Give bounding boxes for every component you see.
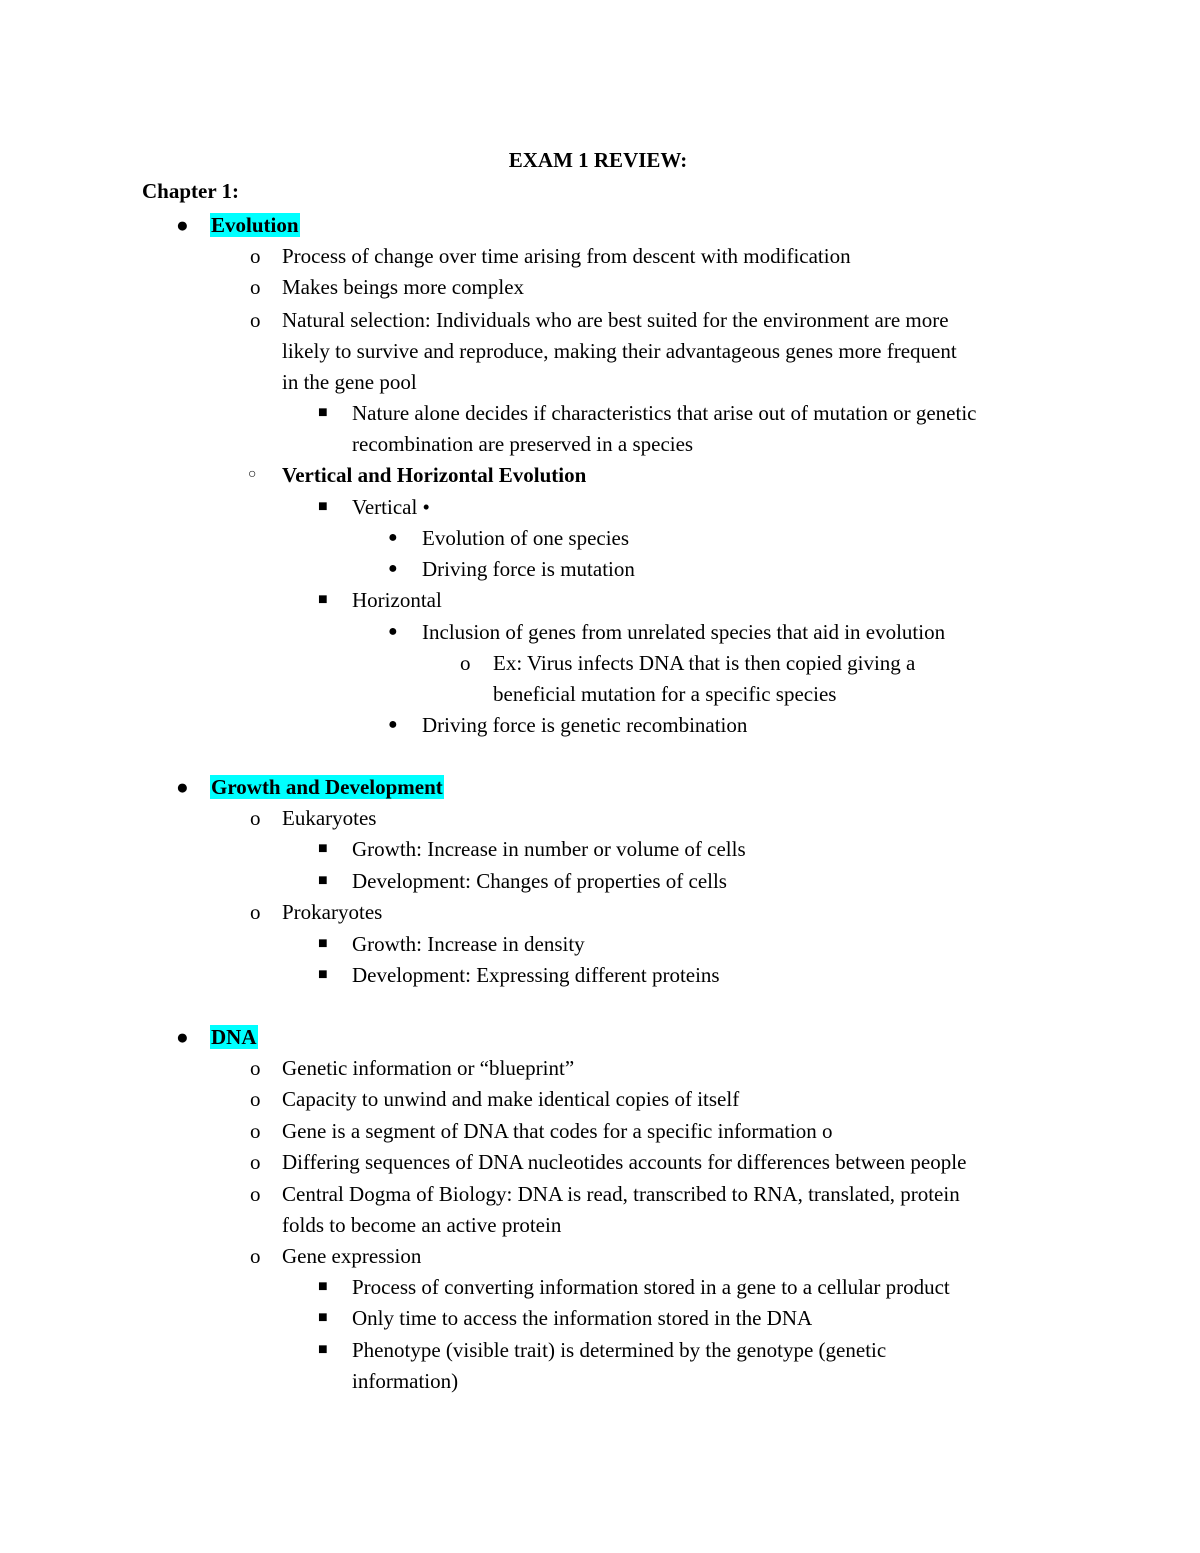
section-heading-dna: DNA: [211, 1025, 257, 1049]
bullet-hollow-icon: o: [250, 1182, 261, 1206]
list-item: Natural selection: Individuals who are best suited for the environment are more: [282, 308, 949, 332]
bullet-square-icon: ■: [318, 591, 328, 608]
list-item: Growth: Increase in density: [352, 932, 585, 956]
bullet-square-icon: ■: [318, 840, 328, 857]
bullet-square-icon: ■: [318, 935, 328, 952]
list-item: Capacity to unwind and make identical copies of itself: [282, 1087, 740, 1111]
list-item: Differing sequences of DNA nucleotides accounts for differences between people: [282, 1150, 967, 1174]
list-item: Driving force is genetic recombination: [422, 713, 748, 737]
list-item: Driving force is mutation: [422, 557, 635, 581]
bullet-filled-icon: ●: [388, 716, 398, 733]
list-item: Phenotype (visible trait) is determined by the genotype (genetic: [352, 1338, 887, 1362]
list-item: Inclusion of genes from unrelated species that aid in evolution: [422, 620, 946, 644]
list-item-continued: likely to survive and reproduce, making their advantageous genes more frequent: [282, 339, 957, 363]
bullet-filled-icon: ●: [388, 623, 398, 640]
list-item: Development: Changes of properties of cells: [352, 869, 727, 893]
bullet-square-icon: ■: [318, 1278, 328, 1295]
bullet-hollow-icon: o: [460, 651, 471, 675]
list-item: Gene is a segment of DNA that codes for a specific information o: [282, 1119, 833, 1143]
list-item: Process of change over time arising from descent with modification: [282, 244, 851, 268]
bullet-hollow-icon: o: [250, 1244, 261, 1268]
list-item: Process of converting information stored in a gene to a cellular product: [352, 1275, 950, 1299]
list-item-continued: recombination are preserved in a species: [352, 432, 694, 456]
bullet-dotted-icon: ○: [248, 467, 257, 482]
bullet-hollow-icon: o: [250, 244, 261, 268]
list-item: Vertical •: [352, 495, 430, 519]
list-item: Nature alone decides if characteristics that arise out of mutation or genetic: [352, 401, 977, 425]
bullet-square-icon: ■: [318, 872, 328, 889]
bullet-square-icon: ■: [318, 1309, 328, 1326]
bullet-hollow-icon: o: [250, 1150, 261, 1174]
section-heading-evolution: Evolution: [211, 213, 299, 237]
list-item: Evolution of one species: [422, 526, 630, 550]
chapter-heading: Chapter 1:: [142, 179, 240, 203]
bullet-filled-icon: ●: [176, 775, 189, 799]
bullet-hollow-icon: o: [250, 1087, 261, 1111]
bullet-hollow-icon: o: [250, 806, 261, 830]
list-item: Eukaryotes: [282, 806, 377, 830]
bullet-square-icon: ■: [318, 404, 328, 421]
list-item: Development: Expressing different proteins: [352, 963, 720, 987]
bullet-hollow-icon: o: [250, 275, 261, 299]
list-item: Genetic information or “blueprint”: [282, 1056, 575, 1080]
bullet-square-icon: ■: [318, 1341, 328, 1358]
list-item: Ex: Virus infects DNA that is then copied giving a: [493, 651, 916, 675]
list-item: Makes beings more complex: [282, 275, 525, 299]
section-heading-growth: Growth and Development: [211, 775, 443, 799]
bullet-square-icon: ■: [318, 966, 328, 983]
list-item-continued: folds to become an active protein: [282, 1213, 562, 1237]
bullet-hollow-icon: o: [250, 900, 261, 924]
bullet-filled-icon: ●: [176, 1025, 189, 1049]
list-item: Growth: Increase in number or volume of cells: [352, 837, 746, 861]
bullet-hollow-icon: o: [250, 1119, 261, 1143]
bullet-filled-icon: ●: [388, 560, 398, 577]
list-item: Central Dogma of Biology: DNA is read, transcribed to RNA, translated, protein: [282, 1182, 960, 1206]
bullet-filled-icon: ●: [176, 213, 189, 237]
list-item: Only time to access the information stored in the DNA: [352, 1306, 813, 1330]
list-item: Prokaryotes: [282, 900, 383, 924]
bullet-hollow-icon: o: [250, 1056, 261, 1080]
list-item-continued: information): [352, 1369, 459, 1393]
bullet-hollow-icon: o: [250, 308, 261, 332]
subheading-vertical-horizontal: Vertical and Horizontal Evolution: [282, 463, 587, 487]
list-item: Horizontal: [352, 588, 442, 612]
list-item: Gene expression: [282, 1244, 422, 1268]
list-item-continued: in the gene pool: [282, 370, 417, 394]
bullet-filled-icon: ●: [388, 529, 398, 546]
list-item-continued: beneficial mutation for a specific species: [493, 682, 837, 706]
bullet-square-icon: ■: [318, 498, 328, 515]
page-title: EXAM 1 REVIEW:: [508, 148, 688, 172]
